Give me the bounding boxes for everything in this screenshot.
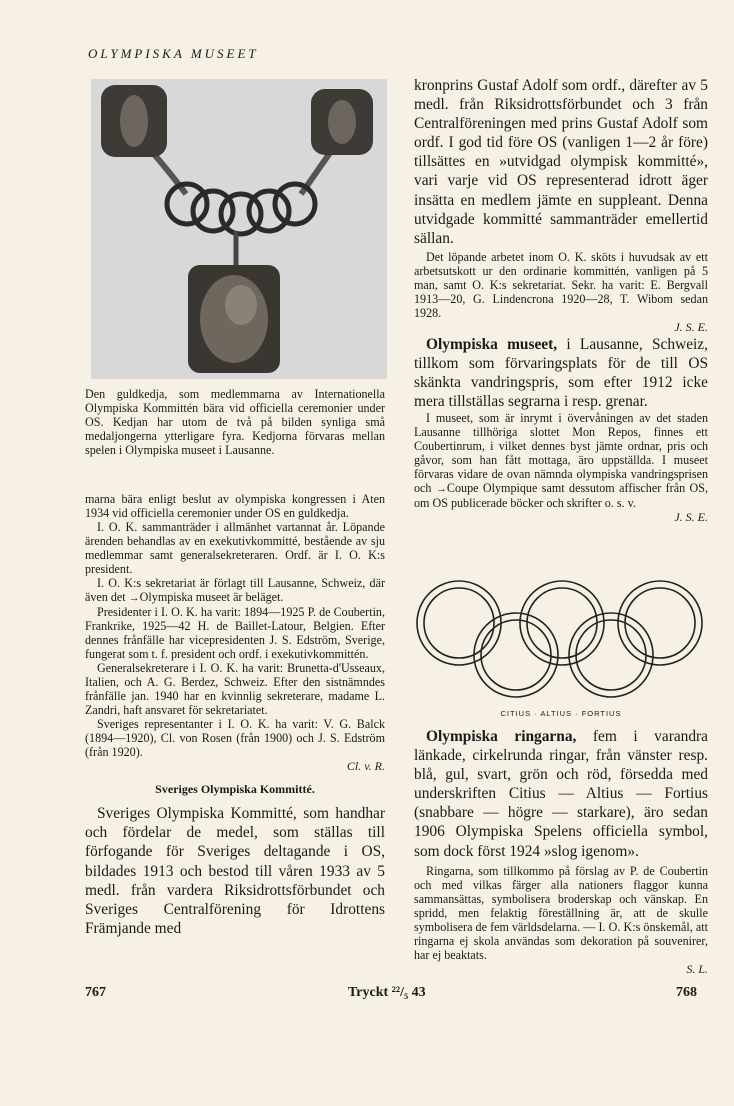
gold-chain-photo — [91, 79, 387, 379]
author-signature: J. S. E. — [674, 319, 708, 334]
rings-caption: CITIUS · ALTIUS · FORTIUS — [500, 709, 622, 718]
cross-reference-link[interactable]: Coupe Olympique — [446, 481, 538, 495]
author-signature: Cl. v. R. — [346, 759, 385, 774]
paragraph: Sveriges representanter i I. O. K. ha varit: V. G. Balck (1894—1920), Cl. von Rosen (från 1900) och J. S. Edström (från 1920). — [85, 716, 385, 760]
photo-caption: Den guldkedja, som medlemmarna av Internationella Olympiska Kommittén bära vid officiella ceremonier under OS. Kedjan har utom de två på bilden synliga små medaljongerna ytterligare fyra. Kedjorna förvaras mellan spelen i Olympiska museet i Lausanne. — [85, 387, 385, 458]
paragraph: Presidenter i I. O. K. ha varit: 1894—1925 P. de Coubertin, Frankrike, 1925—42 H. de Baillet-Latour, Belgien. Efter dennes frånfälle har vicepresidenten J. S. Edström, Sverige, fungerat som t. f. president och ordf. i exekutivkommittén. — [85, 604, 385, 661]
entry-body: i Lausanne, Schweiz, tillkom som förvaringsplats för de till OS skänkta vandringspris, som efter 1912 icke mera tillställas segrarna i resp. grenar. — [414, 335, 708, 410]
left-column-body — [85, 492, 385, 938]
left-column — [85, 387, 385, 457]
cross-reference-link[interactable]: Olympiska museet — [139, 590, 231, 605]
text: I. O. K:s sekretariat är förlagt till Lausanne, Schweiz, där även det — [85, 576, 385, 605]
paragraph: Sveriges Olympiska Kommitté, som handhar och fördelar de medel, som ställas till förfogande för Sveriges deltagande i OS, bildades 1913 och bestod till våren 1933 av 5 medl. från vardera Riksidrottsförbundet och Sveriges Centralförening för Idrottens Främjande med — [85, 805, 385, 937]
running-header: OLYMPISKA MUSEET — [88, 46, 259, 61]
right-column — [414, 76, 708, 524]
author-signature: J. S. E. — [674, 509, 708, 524]
paragraph: kronprins Gustaf Adolf som ordf., därefter av 5 medl. från Riksidrottsförbundet och 3 från Centralföreningen med prins Gustaf Adolf som ordf. I god tid före OS (vanligen 1—2 år före) tillsättes en »utvidgad olympisk kommitté», vari varje vid OS representerad idrott äger insätta en medlem jämte en suppleant. Denna utvidgade kommitté sammanträder emellertid sällan. — [414, 77, 708, 247]
right-column-lower — [414, 727, 708, 976]
text: samt dessutom affischer från OS, om OS publicerade böcker och skrifter o. s. v. — [414, 481, 709, 510]
paragraph — [85, 576, 385, 605]
text: är beläget. — [233, 590, 284, 605]
section-heading: Sveriges Olympiska Kommitté. — [155, 781, 315, 796]
author-signature: S. L. — [686, 961, 708, 976]
paragraph: I. O. K. sammanträder i allmänhet vartannat år. Löpande ärenden behandlas av en exekutivkommitté, bestående av sju medlemmar samt generalsekreteraren. Ordf. är I. O. K:s president. — [85, 520, 385, 577]
olympic-rings-icon — [414, 575, 708, 705]
entry-olympiska-museet — [414, 335, 708, 411]
arrow-icon: → — [435, 483, 447, 495]
arrow-icon: → — [128, 592, 140, 605]
page-number-left: 767 — [85, 985, 106, 1000]
paragraph: marna bära enligt beslut av olympiska kongressen i Aten 1934 vid officiella ceremonier under OS en guldkedja. — [85, 492, 385, 521]
paragraph: Ringarna, som tillkommo på förslag av P. de Coubertin och med vilkas färger alla nationers flaggor kunna sammansättas, symbolisera broderskap och vänskap. En spridd, men felaktig föreställning är, att de skulle symbolisera de fem världsdelarna. — I. O. K:s önskemål, att ringarna ej skola användas som dekoration på souvenirer, har ej beaktats. — [414, 863, 708, 962]
entry-olympiska-ringarna — [414, 727, 708, 861]
entry-term: Olympiska museet, — [426, 335, 558, 353]
entry-term: Olympiska ringarna, — [426, 728, 577, 745]
text: I museet, som är inrymt i övervåningen av det staden Lausanne tillhöriga slottet Mon Repos, finnes ett Coubertinrum, i vilket dennes byst jämte ordnar, pris och gåvor, som han fått mottaga, äro uppställda. I museet förvaras vidare de ovan nämnda olympiska vandringsprisen och — [414, 410, 708, 495]
paragraph — [414, 411, 708, 510]
paragraph: Det löpande arbetet inom O. K. sköts i huvudsak av ett arbetsutskott ur den ordinarie kommittén, vanligen på 5 man, samt O. K:s sekretariat. Sekr. ha varit: E. Bergvall 1913—20, G. Lindencrona 1920—28, T. Wibom sedan 1928. — [414, 249, 708, 320]
paragraph: Generalsekreterare i I. O. K. ha varit: Brunetta-d'Usseaux, Italien, och A. G. Berdez, Schweiz. Efter den sistnämndes frånfälle jan. 1940 har en kvinnlig sekreterare, madame L. Zandri, haft ansvaret för sekretariatet. — [85, 660, 385, 717]
entry-body: fem i varandra länkade, cirkelrunda ringar, från vänster resp. blå, gul, svart, grön och röd, försedda med underskriften Citius — Altius — Fortius (snabbare — högre — starkare), äro sedan 1906 Olympiska Spelens officiella symbol, som dock först 1924 »slog igenom». — [414, 728, 708, 860]
page-number-right: 768 — [676, 985, 697, 1000]
print-date: Tryckt ²²/₅ 43 — [348, 985, 426, 1000]
